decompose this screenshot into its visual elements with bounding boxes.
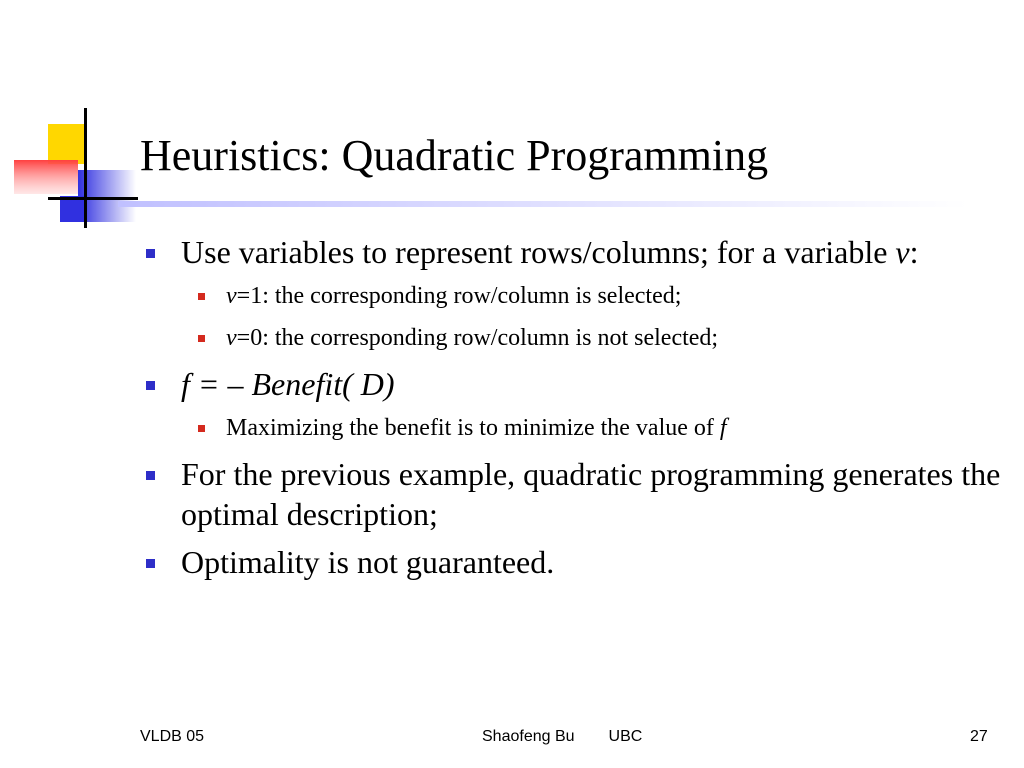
bullet-text: Maximizing the benefit is to minimize the value of bbox=[226, 415, 720, 441]
subbullet-maximizing bbox=[140, 412, 1010, 444]
footer-author-name: Shaofeng Bu bbox=[482, 728, 575, 745]
bullet-text: =1: the corresponding row/column is selected; bbox=[236, 283, 682, 309]
bullet-variable: f bbox=[181, 366, 190, 402]
bullet-text: For the previous example, quadratic programming generates the optimal description; bbox=[181, 456, 1001, 532]
square-bullet-icon bbox=[146, 381, 155, 390]
subbullet-not-selected bbox=[140, 322, 1010, 354]
square-bullet-icon bbox=[198, 425, 205, 432]
subbullet-selected bbox=[140, 280, 1010, 312]
slide-title: Heuristics: Quadratic Programming bbox=[140, 131, 769, 180]
bullet-optimality bbox=[140, 542, 1010, 582]
slide-body bbox=[140, 232, 1010, 590]
bullet-variable: v bbox=[226, 325, 237, 351]
square-bullet-icon bbox=[146, 471, 155, 480]
square-bullet-icon bbox=[198, 293, 205, 300]
bullet-variable: v bbox=[895, 234, 910, 270]
bullet-text-tail: : bbox=[909, 234, 919, 270]
footer-page-number: 27 bbox=[970, 728, 988, 745]
footer-conference: VLDB 05 bbox=[140, 728, 205, 745]
square-bullet-icon bbox=[198, 335, 205, 342]
bullet-variable: v bbox=[226, 283, 237, 309]
bullet-variables bbox=[140, 232, 1010, 272]
bullet-text: =0: the corresponding row/column is not selected; bbox=[236, 325, 719, 351]
footer-affiliation: UBC bbox=[608, 728, 643, 745]
bullet-text: Use variables to represent rows/columns; for a variable bbox=[181, 234, 896, 270]
footer-author bbox=[482, 727, 642, 747]
bullet-variable: f bbox=[719, 415, 727, 441]
bullet-formula: = – Benefit( D) bbox=[189, 366, 395, 402]
bullet-example bbox=[140, 454, 1010, 534]
title-underline bbox=[118, 201, 968, 207]
square-bullet-icon bbox=[146, 559, 155, 568]
bullet-objective bbox=[140, 364, 1010, 404]
square-bullet-icon bbox=[146, 249, 155, 258]
bullet-text: Optimality is not guaranteed. bbox=[181, 544, 555, 580]
